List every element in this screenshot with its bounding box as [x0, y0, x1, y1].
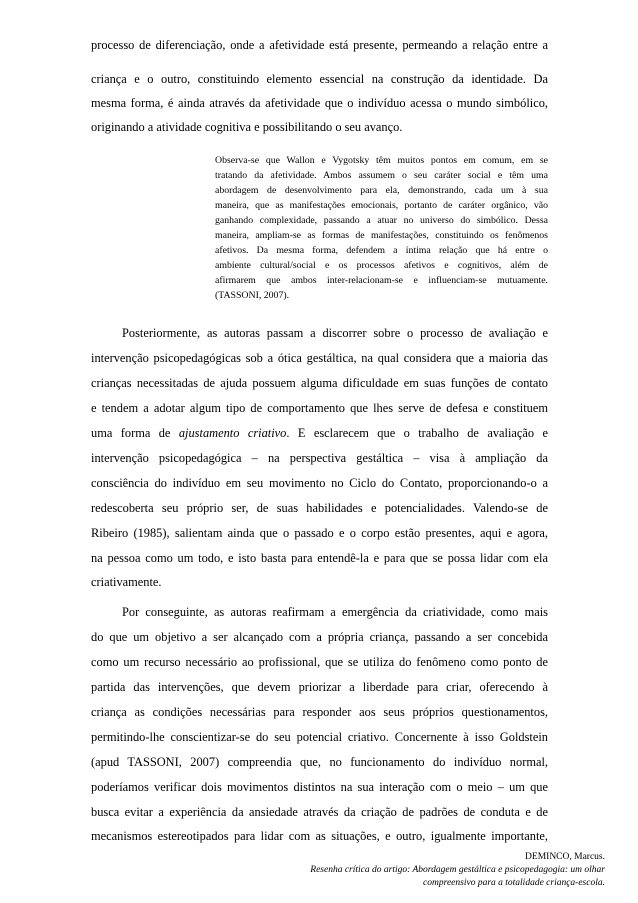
- paragraph-line: processo de diferenciação, onde a afetividade está presente, permeando a relação entre a: [91, 38, 548, 52]
- text-run: uma forma de: [91, 426, 179, 440]
- paragraph-line: crianças necessitadas de ajuda possuem alguma dificuldade em suas funções de contato: [91, 376, 548, 390]
- quote-line: ganhando complexidade, passando a atuar no universo do simbólico. Dessa: [215, 215, 548, 226]
- paragraph-line: Posteriormente, as autoras passam a discorrer sobre o processo de avaliação e: [122, 326, 548, 340]
- paragraph-line: criança e o outro, constituindo elemento essencial na construção da identidade. Da: [91, 72, 548, 86]
- paragraph-line: consciência do indivíduo em seu movimento no Ciclo do Contato, proporcionando-o a: [91, 476, 548, 490]
- quote-line: afirmarem que ambos inter-relacionam-se e influenciam-se mutuamente.: [215, 275, 548, 286]
- quote-line: tratando da afetividade. Ambos assumem o seu caráter social e têm uma: [215, 170, 548, 181]
- quote-line: afetivos. Da mesma forma, defendem a íntima relação que há entre o: [215, 245, 548, 256]
- paragraph-line: Ribeiro (1985), salientam ainda que o passado e o corpo estão presentes, aqui e agora,: [91, 526, 548, 540]
- quote-line: Observa-se que Wallon e Vygotsky têm muitos pontos em comum, em se: [215, 155, 548, 166]
- footer-citation-line: compreensivo para a totalidade criança-escola.: [423, 878, 605, 888]
- paragraph-line: [91, 426, 548, 440]
- paragraph-line: poderíamos verificar dois movimentos distintos na sua interação com o meio – um que: [91, 780, 548, 794]
- paragraph-line: mecanismos estereotipados para lidar com as situações, e outro, igualmente importante,: [91, 829, 548, 843]
- quote-line: maneira, ampliam-se as formas de manifestações, constituindo os fenômenos: [215, 230, 548, 241]
- footer-citation-line: Resenha crítica do artigo: Abordagem gestáltica e psicopedagogia: um olhar: [310, 865, 605, 875]
- paragraph-line: mesma forma, é ainda através da afetividade que o indivíduo acessa o mundo simbólico,: [91, 96, 548, 110]
- paragraph-line: criativamente.: [91, 575, 162, 589]
- paragraph-line: partida das intervenções, que devem priorizar a liberdade para criar, oferecendo à: [91, 680, 548, 694]
- quote-line: maneira, que as manifestações emocionais, portanto de caráter orgânico, vão: [215, 200, 548, 211]
- quote-line: ambiente cultural/social e os processos afetivos e cognitivos, além de: [215, 260, 548, 271]
- paragraph-line: criança as condições necessárias para responder aos seus próprios questionamentos,: [91, 705, 548, 719]
- paragraph-line: na pessoa como um todo, e isto basta para entendê-la e para que se possa lidar com ela: [91, 551, 548, 565]
- paragraph-line: (apud TASSONI, 2007) compreendia que, no funcionamento do indivíduo normal,: [91, 755, 548, 769]
- italic-term: ajustamento criativo: [178, 426, 287, 440]
- paragraph-line: permitindo-lhe conscientizar-se do seu potencial criativo. Concernente à isso Goldstein: [91, 730, 548, 744]
- paragraph-line: intervenção psicopedagógicas sob a ótica gestáltica, na qual considera que a maioria das: [91, 351, 548, 365]
- footer-author: DEMINCO, Marcus.: [525, 852, 605, 862]
- paragraph-line: e tendem a adotar algum tipo de comportamento que lhes serve de defesa e constituem: [91, 401, 548, 415]
- quote-line: (TASSONI, 2007).: [215, 290, 290, 301]
- paragraph-line: do que um objetivo a ser alcançado com a própria criança, passando a ser concebida: [91, 630, 548, 644]
- text-run: . E esclarecem que o trabalho de avaliação e: [286, 426, 548, 440]
- paragraph-line: redescoberta seu próprio ser, de suas habilidades e potencialidades. Valendo-se de: [91, 501, 548, 515]
- paragraph-line: como um recurso necessário ao profissional, que se utiliza do fenômeno como ponto de: [91, 655, 548, 669]
- paragraph-line: intervenção psicopedagógica – na perspectiva gestáltica – visa à ampliação da: [91, 451, 548, 465]
- quote-line: abordagem de desenvolvimento para ela, demonstrando, cada um à sua: [215, 185, 548, 196]
- paragraph-line: originando a atividade cognitiva e possibilitando o seu avanço.: [91, 120, 403, 134]
- paragraph-line: Por conseguinte, as autoras reafirmam a emergência da criatividade, como mais: [122, 605, 548, 619]
- paragraph-line: busca evitar a experiência da ansiedade através da criação de padrões de conduta e de: [91, 805, 548, 819]
